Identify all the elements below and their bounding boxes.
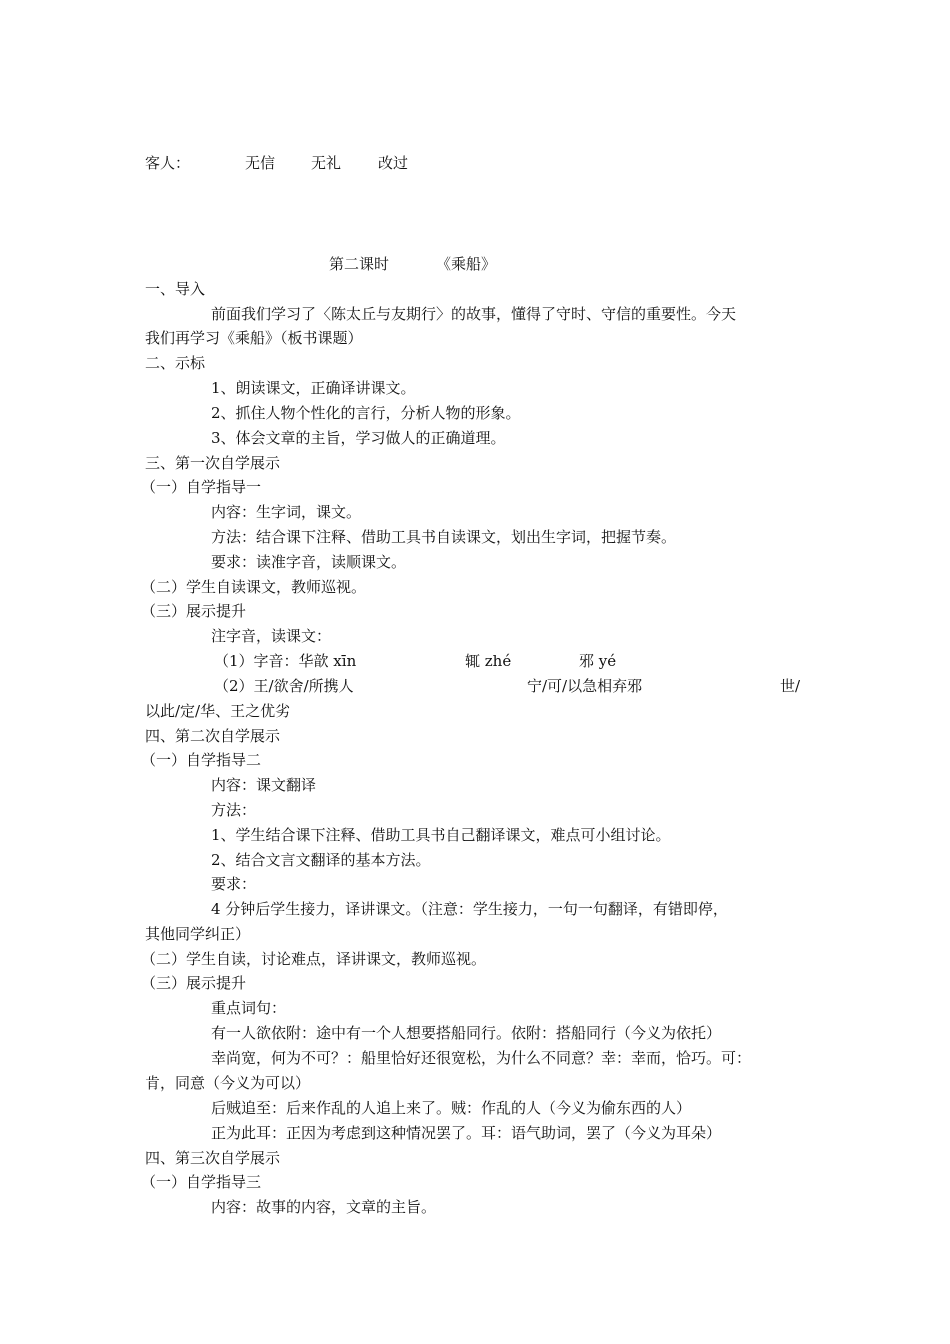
- guide-1-requirement: 要求：读准字音，读顺课文。: [211, 553, 407, 571]
- lesson-title-name: 《乘船》: [436, 255, 497, 273]
- section-heading-second-study: 四、第二次自学展示: [145, 727, 281, 745]
- key-phrases-label: 重点词句：: [211, 999, 287, 1017]
- key-phrase-4: 正为此耳：正因为考虑到这种情况罢了。耳：语气助词，罢了（今义为耳朵）: [211, 1124, 722, 1142]
- key-phrase-2-continued: 肯，同意（今义为可以）: [145, 1074, 311, 1092]
- rhythm-item-3: 世/: [780, 677, 801, 695]
- guide-1-content: 内容：生字词，课文。: [211, 503, 362, 521]
- guide-2-method-2: 2、结合文言文翻译的基本方法。: [211, 851, 431, 869]
- subsection-show-1: （三）展示提升: [141, 602, 247, 620]
- guide-2-method-1: 1、学生结合课下注释、借助工具书自己翻译课文，难点可小组讨论。: [211, 826, 671, 844]
- guest-item-2: 无礼: [311, 154, 342, 172]
- subsection-guide-3: （一）自学指导三: [141, 1173, 262, 1191]
- guest-item-1: 无信: [245, 154, 276, 172]
- key-phrase-3: 后贼追至：后来作乱的人追上来了。贼：作乱的人（今义为偷东西的人）: [211, 1099, 692, 1117]
- section-heading-first-study: 三、第一次自学展示: [145, 454, 281, 472]
- goal-item-1: 1、朗读课文，正确译讲课文。: [211, 379, 416, 397]
- guide-2-method-label: 方法：: [211, 801, 257, 819]
- guide-2-content: 内容：课文翻译: [211, 776, 317, 794]
- guide-2-requirement-line-1: 4 分钟后学生接力，译讲课文。（注意：学生接力，一句一句翻译，有错即停，: [211, 900, 728, 918]
- guide-1-method: 方法：结合课下注释、借助工具书自读课文，划出生字词，把握节奏。: [211, 528, 677, 546]
- key-phrase-1: 有一人欲依附：途中有一个人想要搭船同行。依附：搭船同行（今义为依托）: [211, 1024, 722, 1042]
- goal-item-2: 2、抓住人物个性化的言行，分析人物的形象。: [211, 404, 521, 422]
- phonetic-intro: 注字音，读课文：: [211, 627, 332, 645]
- intro-text-line-2: 我们再学习《乘船》（板书课题）: [145, 329, 363, 347]
- guide-2-requirement-line-2: 其他同学纠正）: [145, 925, 251, 943]
- subsection-discussion: （二）学生自读，讨论难点，译讲课文，教师巡视。: [141, 950, 487, 968]
- rhythm-item-3-continued: 以此/定/华、王之优劣: [145, 702, 291, 720]
- subsection-self-reading: （二）学生自读课文，教师巡视。: [141, 578, 367, 596]
- section-heading-intro: 一、导入: [145, 280, 206, 298]
- guide-3-content: 内容：故事的内容，文章的主旨。: [211, 1198, 437, 1216]
- key-phrase-2: 幸尚宽，何为不可？：船里恰好还很宽松，为什么不同意？幸：幸而，恰巧。可：: [211, 1049, 752, 1067]
- phonetic-item-2: 辄 zhé: [465, 652, 512, 670]
- guest-item-3: 改过: [378, 154, 409, 172]
- lesson-title-period: 第二课时: [329, 255, 390, 273]
- guest-label: 客人：: [145, 154, 191, 172]
- section-heading-third-study: 四、第三次自学展示: [145, 1149, 281, 1167]
- subsection-guide-2: （一）自学指导二: [141, 751, 262, 769]
- intro-text-line-1: 前面我们学习了〈陈太丘与友期行〉的故事，懂得了守时、守信的重要性。今天: [211, 305, 737, 323]
- phonetic-item-1: （1）字音：华歆 xīn: [214, 652, 357, 670]
- subsection-guide-1: （一）自学指导一: [141, 478, 262, 496]
- goal-item-3: 3、体会文章的主旨，学习做人的正确道理。: [211, 429, 506, 447]
- phonetic-item-3: 邪 yé: [579, 652, 617, 670]
- rhythm-item-2: 宁/可/以急相弃邪: [527, 677, 643, 695]
- section-heading-goals: 二、示标: [145, 354, 206, 372]
- subsection-show-2: （三）展示提升: [141, 974, 247, 992]
- guide-2-requirement-label: 要求：: [211, 875, 257, 893]
- rhythm-item-1: （2）王/欲舍/所携人: [214, 677, 354, 695]
